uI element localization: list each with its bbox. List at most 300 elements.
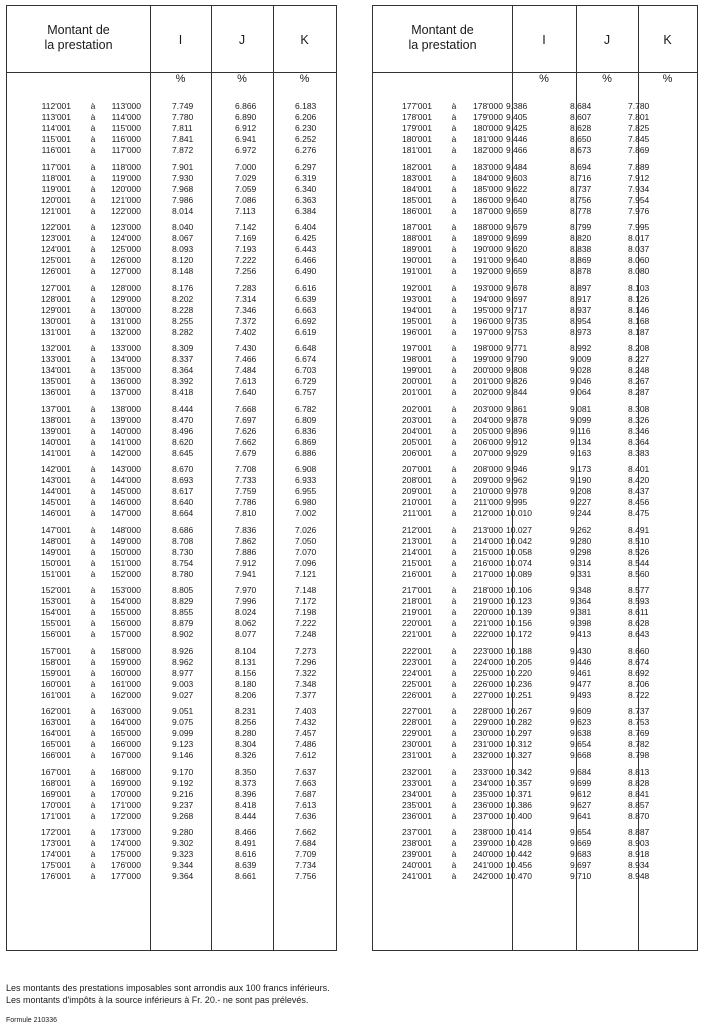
rate-j: 9.163 <box>570 447 592 458</box>
rate-k: 7.934 <box>628 183 650 194</box>
rate-j: 8.304 <box>235 739 257 750</box>
unit-i: % <box>175 73 186 85</box>
range-from: 117'001 <box>41 161 71 172</box>
range-to: 126'000 <box>111 255 141 266</box>
range-separator: à <box>451 255 457 266</box>
table-row <box>7 679 336 690</box>
rate-j: 8.716 <box>570 172 592 183</box>
header-col-i: I <box>178 33 183 47</box>
table-row <box>373 629 697 640</box>
rate-k: 8.383 <box>628 447 650 458</box>
rate-k: 8.437 <box>628 486 650 497</box>
range-to: 185'000 <box>473 183 503 194</box>
rate-i: 9.717 <box>506 304 528 315</box>
range-separator: à <box>90 750 96 761</box>
rate-k: 8.813 <box>628 766 650 777</box>
range-to: 205'000 <box>473 425 503 436</box>
range-from: 188'001 <box>402 233 432 244</box>
range-separator: à <box>451 629 457 640</box>
table-row <box>373 585 697 596</box>
rate-k: 6.729 <box>295 376 317 387</box>
rate-k: 7.780 <box>628 101 650 111</box>
rate-k: 6.886 <box>295 447 317 458</box>
range-separator: à <box>451 860 457 871</box>
range-to: 119'000 <box>111 172 141 183</box>
rate-j: 8.737 <box>570 183 592 194</box>
rate-i: 9.679 <box>506 222 528 232</box>
table-row <box>373 569 697 580</box>
rate-j: 9.116 <box>570 425 591 436</box>
range-from: 237'001 <box>402 827 432 837</box>
rate-k: 8.857 <box>628 799 650 810</box>
rate-i: 9.771 <box>506 343 528 353</box>
table-row <box>373 525 697 536</box>
range-to: 208'000 <box>473 464 503 474</box>
range-from: 122'001 <box>41 222 71 232</box>
table-row <box>7 750 336 761</box>
rate-i: 8.855 <box>172 607 194 618</box>
range-to: 159'000 <box>111 656 141 667</box>
rate-j: 8.180 <box>235 678 257 689</box>
range-from: 145'001 <box>41 497 71 508</box>
rate-j: 8.673 <box>570 145 592 156</box>
table-row <box>7 294 336 305</box>
rate-j: 8.973 <box>570 326 592 337</box>
range-from: 228'001 <box>402 717 432 728</box>
rate-j: 8.838 <box>570 244 592 255</box>
range-separator: à <box>451 205 457 216</box>
rate-k: 8.168 <box>628 315 650 326</box>
range-to: 114'000 <box>111 112 141 123</box>
range-from: 142'001 <box>41 464 71 474</box>
range-from: 186'001 <box>402 205 432 216</box>
rate-k: 7.612 <box>295 750 317 761</box>
range-separator: à <box>451 739 457 750</box>
range-from: 160'001 <box>41 678 71 689</box>
rate-i: 7.749 <box>172 101 194 111</box>
range-separator: à <box>451 717 457 728</box>
rate-i: 9.344 <box>172 860 194 871</box>
range-to: 184'000 <box>473 172 503 183</box>
table-row <box>373 222 697 233</box>
header-montant-line1: Montant de <box>411 23 474 37</box>
range-to: 186'000 <box>473 194 503 205</box>
table-row <box>7 387 336 398</box>
range-to: 117'000 <box>111 145 141 156</box>
table-row <box>7 173 336 184</box>
range-separator: à <box>451 222 457 232</box>
range-from: 213'001 <box>402 535 432 546</box>
rate-i: 8.067 <box>172 233 194 244</box>
range-separator: à <box>90 425 96 436</box>
table-row <box>373 244 697 255</box>
rate-j: 7.402 <box>235 326 257 337</box>
range-to: 115'000 <box>111 123 141 134</box>
table-row <box>373 728 697 739</box>
range-from: 119'001 <box>41 183 71 194</box>
rate-j: 8.917 <box>570 293 592 304</box>
rate-i: 10.236 <box>506 678 532 689</box>
range-separator: à <box>90 706 96 716</box>
range-to: 143'000 <box>111 464 141 474</box>
rate-i: 9.678 <box>506 282 528 293</box>
rate-k: 8.643 <box>628 629 650 640</box>
header-montant-line2: la prestation <box>408 38 477 52</box>
table-row <box>7 558 336 569</box>
rate-i: 9.699 <box>506 233 528 244</box>
table-row <box>373 475 697 486</box>
rate-i: 8.392 <box>172 376 194 387</box>
rate-j: 9.348 <box>570 585 592 595</box>
rate-k: 6.363 <box>295 194 317 205</box>
range-separator: à <box>451 354 457 365</box>
range-from: 172'001 <box>41 827 71 837</box>
range-from: 187'001 <box>402 222 432 232</box>
rate-j: 8.104 <box>235 645 257 656</box>
rate-k: 6.206 <box>295 112 317 123</box>
range-separator: à <box>451 788 457 799</box>
rate-j: 8.897 <box>570 282 592 293</box>
rate-i: 8.496 <box>172 425 194 436</box>
rate-k: 8.267 <box>628 376 650 387</box>
table-row <box>373 101 697 112</box>
rate-j: 8.878 <box>570 266 592 277</box>
range-separator: à <box>451 425 457 436</box>
range-to: 130'000 <box>111 304 141 315</box>
table-row <box>373 365 697 376</box>
rate-i: 10.312 <box>506 739 532 750</box>
range-separator: à <box>90 568 96 579</box>
range-to: 150'000 <box>111 546 141 557</box>
rate-j: 9.081 <box>570 403 592 414</box>
rate-k: 7.248 <box>295 629 317 640</box>
rate-j: 7.759 <box>235 486 257 497</box>
range-from: 208'001 <box>402 475 432 486</box>
range-to: 151'000 <box>111 557 141 568</box>
rate-k: 7.869 <box>628 145 650 156</box>
rate-j: 8.616 <box>235 849 257 860</box>
rate-i: 8.309 <box>172 343 194 353</box>
rate-k: 7.432 <box>295 717 317 728</box>
table-row <box>7 376 336 387</box>
rate-j: 7.346 <box>235 304 257 315</box>
rate-j: 8.992 <box>570 343 592 353</box>
range-separator: à <box>90 145 96 156</box>
range-from: 147'001 <box>41 524 71 535</box>
range-separator: à <box>90 486 96 497</box>
unit-j: % <box>237 73 247 85</box>
rate-i: 9.051 <box>172 706 194 716</box>
range-separator: à <box>451 618 457 629</box>
range-to: 232'000 <box>473 750 503 761</box>
range-from: 191'001 <box>402 266 432 277</box>
table-row <box>7 778 336 789</box>
rate-i: 9.844 <box>506 387 528 398</box>
rate-j: 8.820 <box>570 233 592 244</box>
rate-j: 7.733 <box>235 475 257 486</box>
range-from: 185'001 <box>402 194 432 205</box>
range-from: 165'001 <box>41 739 71 750</box>
range-separator: à <box>90 387 96 398</box>
range-to: 166'000 <box>111 739 141 750</box>
rate-i: 9.929 <box>506 447 528 458</box>
rate-i: 10.089 <box>506 568 532 579</box>
rate-i: 9.659 <box>506 266 528 277</box>
table-row <box>373 596 697 607</box>
rate-i: 9.364 <box>172 871 194 882</box>
range-to: 171'000 <box>111 799 141 810</box>
table-row <box>373 871 697 882</box>
range-separator: à <box>90 777 96 788</box>
table-row <box>373 536 697 547</box>
rate-k: 8.326 <box>628 414 650 425</box>
range-to: 135'000 <box>111 365 141 376</box>
range-separator: à <box>90 618 96 629</box>
rate-k: 6.490 <box>295 266 317 277</box>
rate-i: 10.357 <box>506 777 532 788</box>
table-row <box>7 184 336 195</box>
table-row <box>373 162 697 173</box>
table-row <box>373 266 697 277</box>
range-from: 226'001 <box>402 689 432 700</box>
range-separator: à <box>90 535 96 546</box>
range-from: 115'001 <box>41 134 71 145</box>
range-separator: à <box>451 799 457 810</box>
table-row <box>7 690 336 701</box>
rate-j: 9.244 <box>570 508 592 519</box>
rate-j: 9.064 <box>570 387 592 398</box>
rate-k: 6.252 <box>295 134 317 145</box>
table-row <box>373 860 697 871</box>
table-panel-right <box>372 5 698 951</box>
range-from: 215'001 <box>402 557 432 568</box>
range-from: 150'001 <box>41 557 71 568</box>
range-from: 217'001 <box>402 585 432 595</box>
range-to: 198'000 <box>473 343 503 353</box>
footer-note-rounding: Les montants des prestations imposables sont arrondis aux 100 francs inférieurs. <box>6 983 330 993</box>
range-separator: à <box>90 134 96 145</box>
rate-i: 9.405 <box>506 112 528 123</box>
range-from: 173'001 <box>41 838 71 849</box>
range-to: 183'000 <box>473 161 503 172</box>
rate-j: 8.396 <box>235 788 257 799</box>
range-from: 167'001 <box>41 766 71 777</box>
rate-i: 9.280 <box>172 827 194 837</box>
range-to: 139'000 <box>111 414 141 425</box>
rate-i: 8.444 <box>172 403 194 414</box>
range-from: 124'001 <box>41 244 71 255</box>
rate-i: 10.342 <box>506 766 532 777</box>
rate-j: 8.444 <box>235 810 257 821</box>
table-row <box>7 800 336 811</box>
range-from: 169'001 <box>41 788 71 799</box>
range-from: 137'001 <box>41 403 71 414</box>
table-row <box>7 486 336 497</box>
rate-i: 8.805 <box>172 585 194 595</box>
range-to: 215'000 <box>473 546 503 557</box>
range-to: 140'000 <box>111 425 141 436</box>
range-separator: à <box>451 585 457 595</box>
rate-j: 7.626 <box>235 425 257 436</box>
rate-j: 9.413 <box>570 629 592 640</box>
range-to: 240'000 <box>473 849 503 860</box>
rate-j: 7.059 <box>235 183 257 194</box>
rate-i: 9.978 <box>506 486 528 497</box>
table-row <box>7 222 336 233</box>
table-row <box>7 646 336 657</box>
range-to: 125'000 <box>111 244 141 255</box>
range-separator: à <box>90 112 96 123</box>
range-from: 159'001 <box>41 667 71 678</box>
range-to: 191'000 <box>473 255 503 266</box>
rate-j: 9.623 <box>570 717 592 728</box>
table-row <box>7 123 336 134</box>
rate-k: 6.836 <box>295 425 317 436</box>
range-from: 134'001 <box>41 365 71 376</box>
range-from: 171'001 <box>41 810 71 821</box>
rate-k: 7.663 <box>295 777 317 788</box>
range-from: 222'001 <box>402 645 432 656</box>
table-panel-left <box>6 5 337 951</box>
rate-j: 9.638 <box>570 728 592 739</box>
range-from: 163'001 <box>41 717 71 728</box>
rate-k: 6.757 <box>295 387 317 398</box>
table-row <box>373 789 697 800</box>
range-from: 189'001 <box>402 244 432 255</box>
rate-i: 9.946 <box>506 464 528 474</box>
rate-i: 9.697 <box>506 293 528 304</box>
range-separator: à <box>90 497 96 508</box>
rate-i: 9.323 <box>172 849 194 860</box>
rate-k: 7.734 <box>295 860 317 871</box>
rate-k: 7.912 <box>628 172 650 183</box>
table-row <box>373 739 697 750</box>
rate-j: 8.206 <box>235 689 257 700</box>
rate-k: 7.684 <box>295 838 317 849</box>
rate-k: 6.639 <box>295 293 317 304</box>
rate-k: 7.377 <box>295 689 317 700</box>
range-to: 236'000 <box>473 799 503 810</box>
range-separator: à <box>90 161 96 172</box>
rate-i: 9.268 <box>172 810 194 821</box>
table-row <box>373 195 697 206</box>
rate-j: 9.609 <box>570 706 592 716</box>
range-to: 147'000 <box>111 508 141 519</box>
rate-j: 7.314 <box>235 293 257 304</box>
range-separator: à <box>90 799 96 810</box>
range-from: 157'001 <box>41 645 71 656</box>
rate-j: 8.350 <box>235 766 257 777</box>
range-to: 161'000 <box>111 678 141 689</box>
table-row <box>7 657 336 668</box>
range-to: 202'000 <box>473 387 503 398</box>
rate-k: 8.037 <box>628 244 650 255</box>
table-row <box>7 206 336 217</box>
range-from: 235'001 <box>402 799 432 810</box>
range-from: 118'001 <box>41 172 71 183</box>
range-from: 135'001 <box>41 376 71 387</box>
range-to: 233'000 <box>473 766 503 777</box>
table-row <box>373 646 697 657</box>
rate-i: 9.170 <box>172 766 194 777</box>
rate-i: 10.327 <box>506 750 532 761</box>
table-row <box>373 437 697 448</box>
rate-i: 9.640 <box>506 194 528 205</box>
rate-k: 7.296 <box>295 656 317 667</box>
rate-i: 9.861 <box>506 403 528 414</box>
table-row <box>7 717 336 728</box>
table-row <box>7 448 336 459</box>
rate-j: 6.866 <box>235 101 257 111</box>
range-separator: à <box>90 244 96 255</box>
rate-k: 8.692 <box>628 667 650 678</box>
rate-j: 8.639 <box>235 860 257 871</box>
table-row <box>373 690 697 701</box>
rate-j: 9.669 <box>570 838 592 849</box>
rate-k: 6.466 <box>295 255 317 266</box>
range-to: 113'000 <box>111 101 141 111</box>
table-row <box>7 354 336 365</box>
rate-k: 7.801 <box>628 112 650 123</box>
rate-k: 6.340 <box>295 183 317 194</box>
rate-k: 8.918 <box>628 849 650 860</box>
rate-i: 8.879 <box>172 618 194 629</box>
rate-j: 9.430 <box>570 645 592 656</box>
range-separator: à <box>451 266 457 277</box>
rate-j: 9.099 <box>570 414 592 425</box>
rate-i: 9.912 <box>506 436 528 447</box>
rate-k: 6.648 <box>295 343 317 353</box>
rate-k: 6.782 <box>295 403 317 414</box>
rate-j: 7.372 <box>235 315 257 326</box>
rate-j: 7.662 <box>235 436 257 447</box>
range-from: 149'001 <box>41 546 71 557</box>
rate-j: 9.314 <box>570 557 592 568</box>
range-separator: à <box>451 750 457 761</box>
range-to: 216'000 <box>473 557 503 568</box>
rate-i: 10.442 <box>506 849 532 860</box>
rate-j: 9.446 <box>570 656 592 667</box>
rate-j: 9.699 <box>570 777 592 788</box>
table-row <box>373 706 697 717</box>
range-from: 126'001 <box>41 266 71 277</box>
range-to: 242'000 <box>473 871 503 882</box>
range-separator: à <box>451 112 457 123</box>
rate-k: 8.753 <box>628 717 650 728</box>
rate-i: 10.188 <box>506 645 532 656</box>
table-row <box>7 569 336 580</box>
rate-j: 7.697 <box>235 414 257 425</box>
range-to: 199'000 <box>473 354 503 365</box>
table-row <box>373 123 697 134</box>
range-separator: à <box>451 766 457 777</box>
rate-k: 7.222 <box>295 618 317 629</box>
rate-j: 9.684 <box>570 766 592 777</box>
range-to: 212'000 <box>473 508 503 519</box>
table-row <box>7 536 336 547</box>
rate-k: 8.544 <box>628 557 650 568</box>
rate-i: 9.003 <box>172 678 194 689</box>
range-to: 175'000 <box>111 849 141 860</box>
range-separator: à <box>90 222 96 232</box>
rate-k: 7.486 <box>295 739 317 750</box>
range-separator: à <box>90 788 96 799</box>
rate-j: 9.331 <box>570 568 592 579</box>
table-row <box>7 343 336 354</box>
range-separator: à <box>90 233 96 244</box>
table-row <box>7 596 336 607</box>
table-row <box>7 101 336 112</box>
